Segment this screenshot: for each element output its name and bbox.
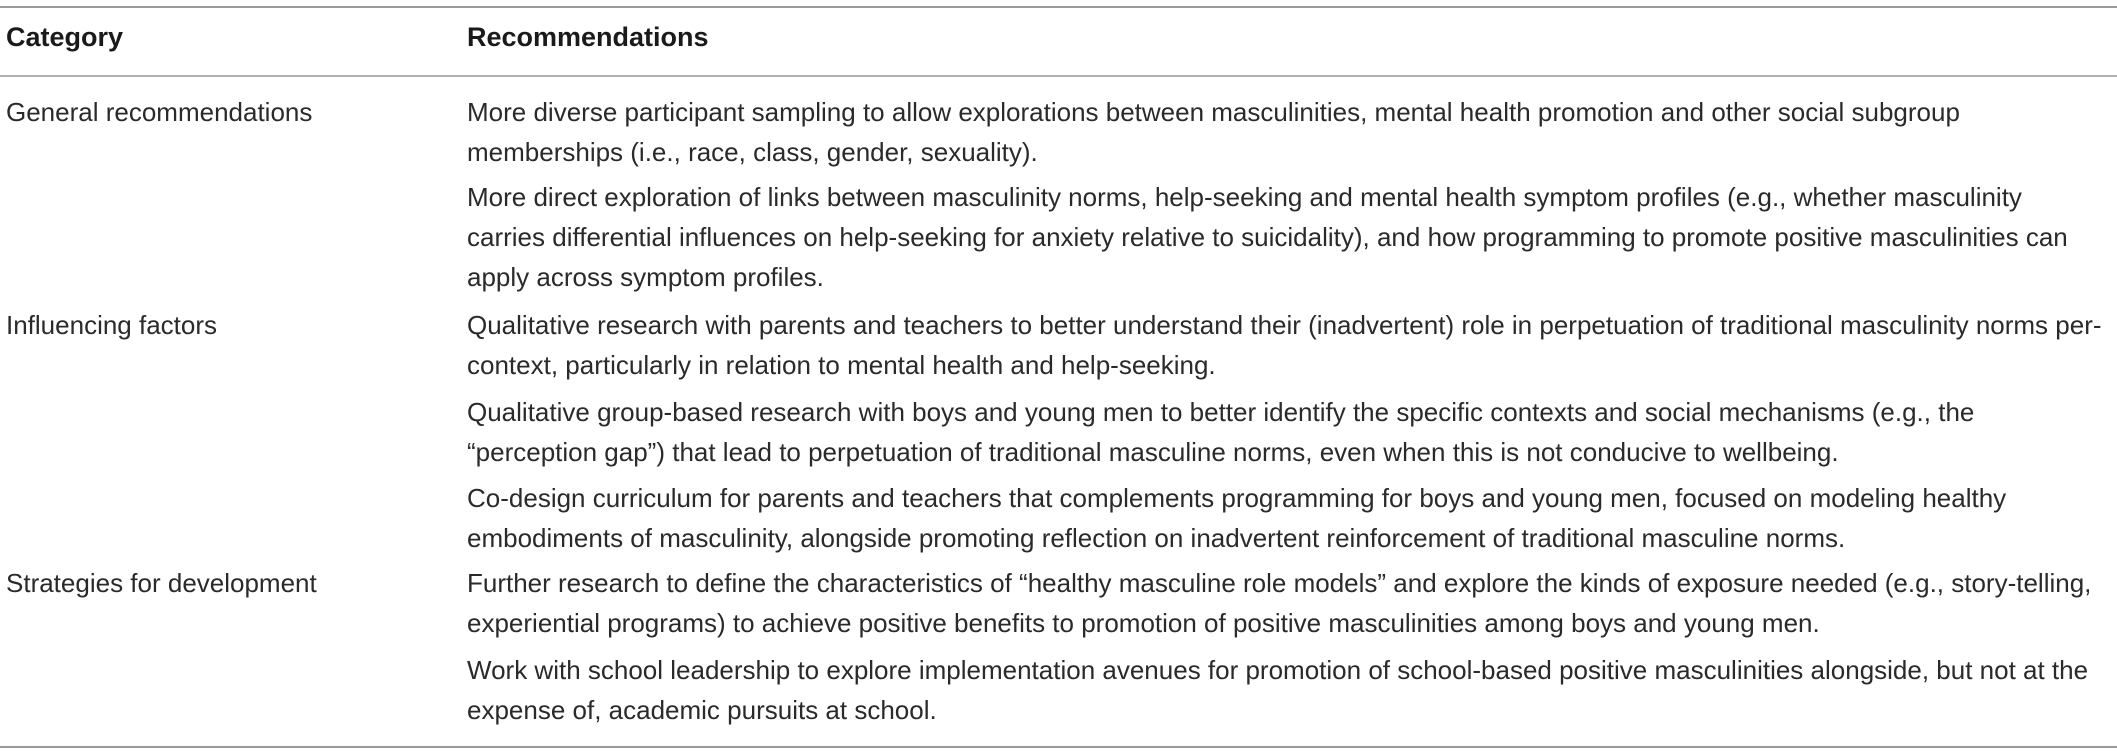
recommendation-influencing-1: Qualitative research with parents and teachers to better understand their (inadvertent) role in perpetuation of traditional masculinity norms per-context, particularly in relation to mental health and help-seeking. — [467, 310, 2102, 380]
header-recommendations: Recommendations — [467, 22, 709, 52]
recommendation-strategies-2: Work with school leadership to explore implementation avenues for promotion of school-based positive masculinities alongside, but not at the expense of, academic pursuits at school. — [467, 655, 2089, 725]
header-category: Category — [6, 22, 124, 52]
category-general: General recommendations — [6, 97, 313, 127]
recommendation-influencing-3: Co-design curriculum for parents and teachers that complements programming for boys and young men, focused on modeling healthy embodiments of masculinity, alongside promoting reflection on inadvertent reinforcement of traditional masculine norms. — [467, 483, 2007, 553]
table-bottom-rule — [0, 746, 2117, 748]
recommendation-strategies-1: Further research to define the characteristics of “healthy masculine role models” and explore the kinds of exposure needed (e.g., story-telling, experiential programs) to achieve positive benefits to promotion of positive masculinities among boys and young men. — [467, 568, 2092, 638]
recommendation-influencing-2: Qualitative group-based research with boys and young men to better identify the specific contexts and social mechanisms (e.g., the “perception gap”) that lead to perpetuation of traditional masculine norms, even when this is not conducive to wellbeing. — [467, 397, 1975, 467]
table-top-rule — [0, 6, 2117, 8]
header-rule — [0, 75, 2117, 77]
category-influencing: Influencing factors — [6, 310, 218, 340]
recommendation-general-2: More direct exploration of links between masculinity norms, help-seeking and mental health symptom profiles (e.g., whether masculinity carries differential influences on help-seeking for anxiety relative to suicidality), and how programming to promote positive masculinities can apply across symptom profiles. — [467, 182, 2068, 292]
recommendation-general-1: More diverse participant sampling to allow explorations between masculinities, mental health promotion and other social subgroup memberships (i.e., race, class, gender, sexuality). — [467, 97, 1960, 167]
category-strategies: Strategies for development — [6, 568, 317, 598]
